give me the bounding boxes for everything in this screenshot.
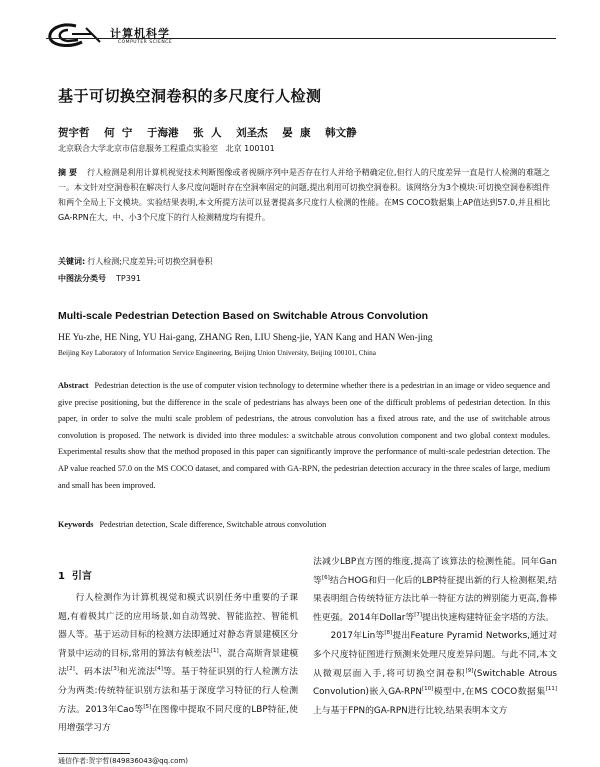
affiliation-cn: 北京联合大学北京市信息服务工程重点实验室 北京 100101	[58, 144, 275, 153]
citation: [3]	[111, 666, 119, 673]
citation: [8]	[384, 630, 393, 637]
keywords-cn-text: 行人检测;尺度差异;可切换空洞卷积	[87, 257, 213, 266]
body-text: 2017年Lin等	[330, 631, 385, 642]
abstract-en	[58, 378, 550, 494]
paper-title-cn: 基于可切换空洞卷积的多尺度行人检测	[58, 87, 322, 105]
citation: [4]	[155, 666, 163, 673]
journal-name: 计算机科学	[110, 27, 170, 40]
footnote-rule	[58, 753, 130, 754]
citation: [2]	[67, 666, 75, 673]
body-text: (Switchable Atrous Convolution)嵌入GA-RPN	[313, 668, 557, 698]
footnote: 通信作者:贺宇哲(849836043@qq.com)	[58, 757, 188, 765]
body-text: 在图像中提取不同尺度的LBP特征,使用增强学习方	[58, 704, 298, 734]
affiliation-en: Beijing Key Laboratory of Information Service Engineering, Beijing Union University, Beijing 100101, China	[58, 349, 376, 357]
clc-number	[58, 273, 141, 284]
citation: [10]	[422, 686, 434, 693]
keywords-en	[58, 520, 326, 529]
authors-cn: 贺宇哲 何 宁 于海港 张 人 刘圣杰 晏 康 韩文静	[58, 127, 357, 139]
keywords-en-text: Pedestrian detection, Scale difference, Switchable atrous convolution	[99, 520, 327, 529]
abstract-cn-text: 行人检测是利用计算机视觉技术判断图像或者视频序列中是否存在行人并给予精确定位,但行人的尺度差异一直是行人检测的难题之一。本文针对空洞卷积在解决行人多尺度问题时存在空洞率固定的问题,提出利用可切换空洞卷积。该网络分为3个模块:可切换空洞卷积组件和两个全局上下文模块。实验结果表明,本文所提方法可以显著提高多尺度行人检测的性能。在MS COCO数据集上AP值达到57.0,并且相比GA-RPN在大、中、小3个尺度下的行人检测精度均有提升。	[58, 168, 550, 222]
citation: [1]	[210, 647, 219, 654]
keywords-en-label: Keywords	[58, 520, 94, 529]
body-text: 、混合高斯背景建模法	[58, 648, 298, 678]
keywords-cn-label: 关键词:	[58, 257, 86, 266]
abstract-en-text: Pedestrian detection is the use of computer vision technology to determine whether there is a pedestrian in an image or video sequence and give precise positioning, but the difference in the scale of pedestrians has always been one of the difficult problems of pedestrian detection. In this paper, in order to solve the multi scale problem of pedestrians, the atrous convolution has a fixed atrous rate, and the use of switchable atrous convolution is proposed. The network is divided into three modules: a switchable atrous convolution component and two global context modules. Experimental results show that the method proposed in this paper can significantly improve the performance of multi-scale pedestrian detection. The AP value reached 57.0 on the MS COCO dataset, and compared with GA-RPN, the pedestrian detection accuracy in the three scales of large, medium and small has been improved.	[58, 381, 550, 490]
body-text: 提出Feature Pyramid Networks,通过对多个尺度特征图进行预测来处理尺度差异问题。与此不同,本文从微观层面入手,将可切换空洞卷积	[313, 631, 558, 679]
body-text: 上与基于FPN的GA-RPN进行比较,结果表明本文方	[313, 705, 508, 716]
journal-logo	[46, 22, 102, 50]
section-heading: 1 引言	[58, 571, 92, 582]
paper-title-en: Multi-scale Pedestrian Detection Based on Switchable Atrous Convolution	[58, 310, 429, 322]
citation: [9]	[465, 667, 474, 674]
citation: [6]	[321, 574, 330, 581]
abstract-cn	[58, 165, 550, 225]
abstract-en-label: Abstract	[58, 381, 89, 390]
authors-en: HE Yu-zhe, HE Ning, YU Hai-gang, ZHANG Ren, LIU Sheng-jie, YAN Kang and HAN Wen-jing	[58, 333, 433, 343]
body-text: 行人检测作为计算机视觉和模式识别任务中重要的子课题,有着极其广泛的应用场景,如自动驾驶、智能监控、智能机器人等。基于运动目标的检测方法即通过对静态背景建模区分背景中运动的目标,常用的算法有帧差法	[58, 593, 298, 659]
body-text: 法减少LBP直方图的维度,提高了该算法的检测性能。同年Gan等	[313, 557, 557, 586]
header-rule	[46, 38, 556, 39]
body-column-left	[58, 589, 298, 738]
body-text: 等。基于特征识别的行人检测方法分为两类:传统特征识别方法和基于深度学习特征的行人检测方法。2013年Cao等	[58, 667, 298, 715]
citation: [5]	[143, 703, 152, 710]
clc-value: TP391	[116, 274, 141, 283]
body-text: 结合HOG和归一化后的LBP特征提出新的行人检测框架,结果表明组合传统特征方法比单一特征方法的辨别能力更高,鲁棒性更强。2014年Dollar等	[313, 575, 557, 623]
paragraph	[313, 627, 557, 720]
body-text: 和光流法	[118, 667, 156, 678]
clc-label: 中图法分类号	[58, 274, 106, 283]
journal-subtitle: COMPUTER SCIENCE	[118, 40, 173, 45]
keywords-cn	[58, 256, 213, 267]
body-column-right	[313, 553, 557, 720]
body-text: 、码本法	[74, 667, 112, 678]
citation: [11]	[545, 686, 557, 693]
body-text: 模型中,在MS COCO数据集	[433, 687, 546, 698]
citation: [7]	[414, 611, 423, 618]
abstract-cn-label: 摘 要	[58, 168, 78, 177]
body-text: 提出快速构建特征金字塔的方法。	[422, 612, 554, 623]
paragraph	[313, 553, 557, 627]
